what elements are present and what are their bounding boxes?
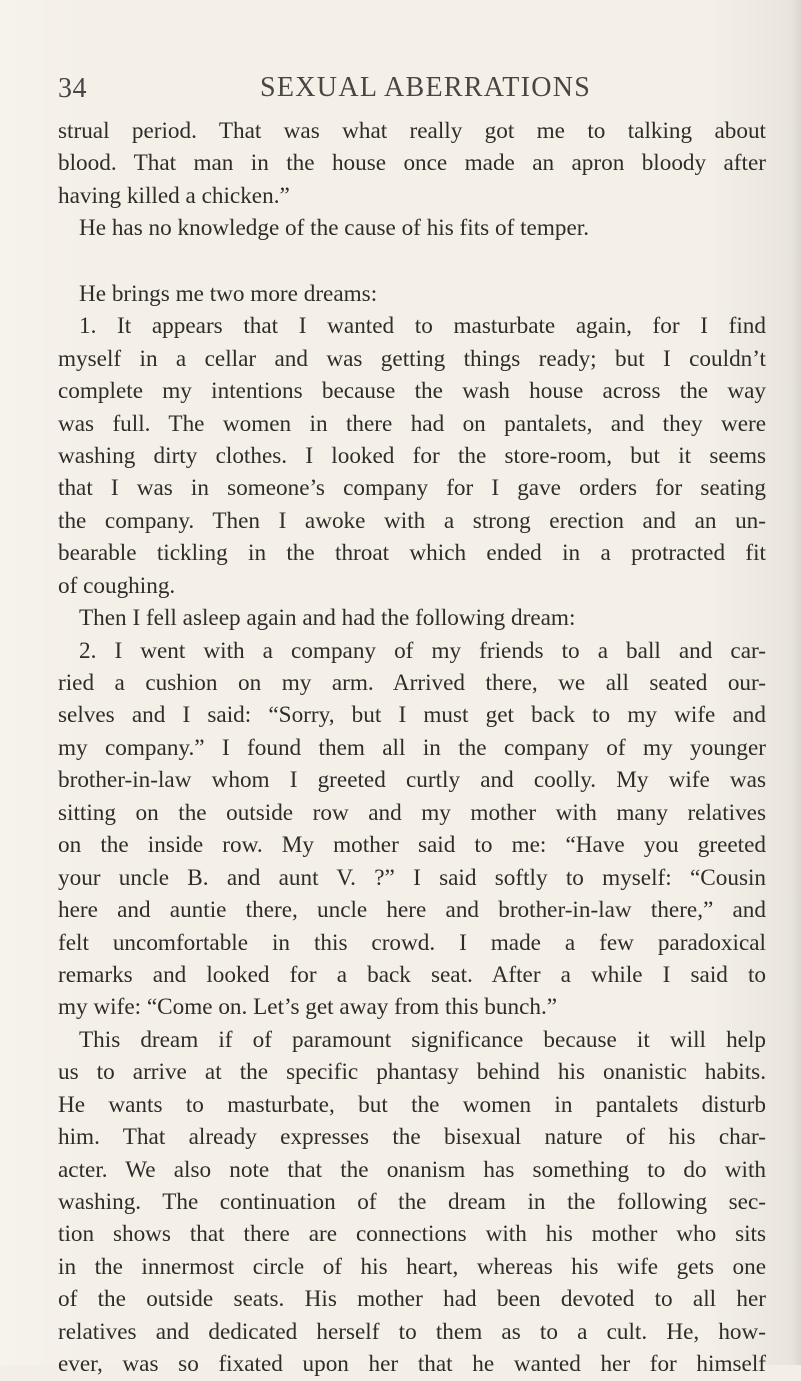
- text-line: myself in a cellar and was getting things ready; but I couldn’t: [58, 345, 766, 372]
- text-line: acter. We also note that the onanism has something to do with: [58, 1156, 766, 1183]
- text-line: selves and I said: “Sorry, but I must get back to my wife and: [58, 702, 766, 729]
- text-line: brother-in-law whom I greeted curtly and coolly. My wife was: [58, 767, 766, 794]
- text-line: the company. Then I awoke with a strong erection and an un-: [58, 507, 766, 534]
- text-line: This dream if of paramount significance because it will help: [79, 1026, 766, 1053]
- text-line: ried a cushion on my arm. Arrived there, we all seated our-: [58, 670, 766, 696]
- text-line: remarks and looked for a back seat. After a while I said to: [58, 961, 766, 988]
- text-line: sitting on the outside row and my mother with many relatives: [58, 799, 766, 826]
- text-line: blood. That man in the house once made an apron bloody after: [58, 150, 766, 177]
- text-line: my company.” I found them all in the company of my younger: [58, 734, 766, 761]
- text-line: your uncle B. and aunt V. ?” I said softly to myself: “Cousin: [58, 864, 766, 891]
- text-line: him. That already expresses the bisexual nature of his char-: [58, 1124, 766, 1151]
- text-line: in the innermost circle of his heart, whereas his wife gets one: [58, 1253, 766, 1280]
- text-line: having killed a chicken.”: [58, 182, 290, 209]
- text-line: felt uncomfortable in this crowd. I made a few paradoxical: [58, 929, 766, 956]
- text-line: complete my intentions because the wash house across the way: [58, 378, 766, 405]
- page-edge-shadow: [791, 0, 801, 1365]
- text-line: strual period. That was what really got me to talking about: [58, 118, 766, 144]
- text-line: 2. I went with a company of my friends to a ball and car-: [79, 637, 766, 664]
- text-line: my wife: “Come on. Let’s get away from this bunch.”: [58, 994, 558, 1021]
- text-line: 1. It appears that I wanted to masturbate again, for I find: [79, 313, 766, 340]
- text-line: He brings me two more dreams:: [79, 280, 378, 307]
- main-text: [58, 115, 766, 1381]
- page-number: 34: [58, 73, 87, 104]
- text-line: Then I fell asleep again and had the following dream:: [79, 605, 576, 632]
- text-line: of coughing.: [58, 572, 176, 599]
- text-line: washing. The continuation of the dream in the following sec-: [58, 1189, 766, 1215]
- text-line: He has no knowledge of the cause of his fits of temper.: [79, 215, 589, 242]
- paragraph-gap: [58, 245, 766, 278]
- text-line: was full. The women in there had on pantalets, and they were: [58, 410, 766, 437]
- running-head: SEXUAL ABERRATIONS: [260, 72, 592, 103]
- text-line: He wants to masturbate, but the women in pantalets disturb: [58, 1091, 766, 1118]
- text-line: of the outside seats. His mother had been devoted to all her: [58, 1286, 766, 1313]
- text-line: washing dirty clothes. I looked for the store-room, but it seems: [58, 442, 766, 469]
- text-line: us to arrive at the specific phantasy behind his onanistic habits.: [58, 1059, 766, 1086]
- text-line: that I was in someone’s company for I gave orders for seating: [58, 475, 766, 502]
- text-line: here and auntie there, uncle here and brother-in-law there,” and: [58, 897, 766, 924]
- text-line: ever, was so fixated upon her that he wanted her for himself: [58, 1351, 766, 1378]
- text-line: bearable tickling in the throat which ended in a protracted fit: [58, 540, 766, 567]
- text-line: relatives and dedicated herself to them as to a cult. He, how-: [58, 1318, 766, 1345]
- text-line: on the inside row. My mother said to me: “Have you greeted: [58, 832, 766, 859]
- text-line: tion shows that there are connections with his mother who sits: [58, 1221, 766, 1248]
